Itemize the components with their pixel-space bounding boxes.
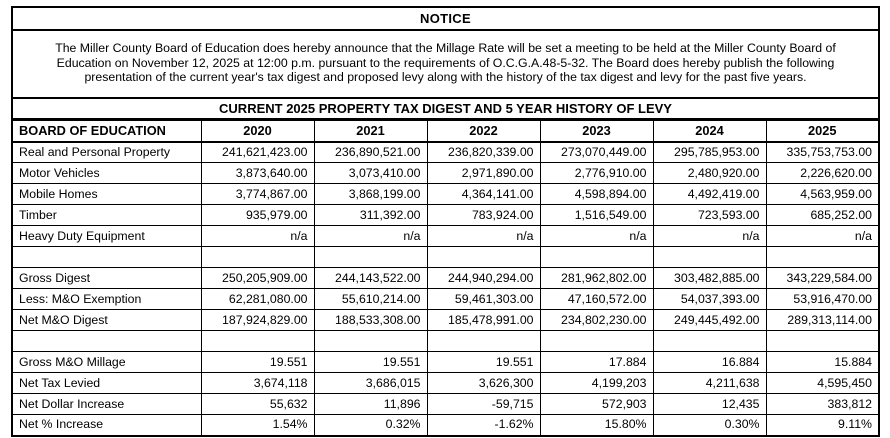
value-cell: 54,037,393.00: [653, 289, 766, 310]
value-cell: 15.884: [766, 352, 879, 373]
value-cell: 187,924,829.00: [201, 310, 314, 331]
value-cell: [427, 247, 540, 268]
spacer-row: [12, 247, 879, 268]
table-row: [12, 226, 879, 247]
value-cell: 15.80%: [540, 415, 653, 436]
table-title-band: [11, 99, 880, 120]
row-label-cell: Heavy Duty Equipment: [12, 226, 201, 247]
value-cell: 244,940,294.00: [427, 268, 540, 289]
row-label-cell: [12, 331, 201, 352]
row-label-cell: Real and Personal Property: [12, 142, 201, 163]
value-cell: 47,160,572.00: [540, 289, 653, 310]
value-cell: 17.884: [540, 352, 653, 373]
notice-title: NOTICE: [420, 11, 471, 26]
row-label-cell: [12, 247, 201, 268]
value-cell: 0.30%: [653, 415, 766, 436]
value-cell: 9.11%: [766, 415, 879, 436]
value-cell: [766, 331, 879, 352]
value-cell: [540, 331, 653, 352]
value-cell: 16.884: [653, 352, 766, 373]
table-row: [12, 268, 879, 289]
row-label-cell: Mobile Homes: [12, 184, 201, 205]
value-cell: n/a: [427, 226, 540, 247]
value-cell: [653, 247, 766, 268]
value-cell: 250,205,909.00: [201, 268, 314, 289]
table-row: [12, 394, 879, 415]
value-cell: [201, 331, 314, 352]
value-cell: 249,445,492.00: [653, 310, 766, 331]
notice-document: [11, 6, 880, 437]
value-cell: 3,873,640.00: [201, 163, 314, 184]
value-cell: 62,281,080.00: [201, 289, 314, 310]
value-cell: 11,896: [314, 394, 427, 415]
value-cell: -1.62%: [427, 415, 540, 436]
table-title: CURRENT 2025 PROPERTY TAX DIGEST AND 5 YEAR HISTORY OF LEVY: [219, 101, 672, 116]
value-cell: 3,774,867.00: [201, 184, 314, 205]
value-cell: [427, 331, 540, 352]
value-cell: 55,632: [201, 394, 314, 415]
value-cell: 723,593.00: [653, 205, 766, 226]
value-cell: 12,435: [653, 394, 766, 415]
header-year-2020: 2020: [201, 121, 314, 142]
table-row: [12, 289, 879, 310]
value-cell: 4,211,638: [653, 373, 766, 394]
value-cell: n/a: [314, 226, 427, 247]
value-cell: 4,563,959.00: [766, 184, 879, 205]
value-cell: 273,070,449.00: [540, 142, 653, 163]
tax-digest-table: [11, 120, 880, 437]
table-header-row: [12, 121, 879, 142]
header-year-2021: 2021: [314, 121, 427, 142]
value-cell: [314, 247, 427, 268]
value-cell: 4,595,450: [766, 373, 879, 394]
value-cell: n/a: [201, 226, 314, 247]
header-year-2023: 2023: [540, 121, 653, 142]
value-cell: -59,715: [427, 394, 540, 415]
value-cell: 185,478,991.00: [427, 310, 540, 331]
header-board-of-education: BOARD OF EDUCATION: [12, 121, 201, 142]
table-row: [12, 415, 879, 436]
row-label-cell: Gross Digest: [12, 268, 201, 289]
value-cell: [314, 331, 427, 352]
value-cell: 3,626,300: [427, 373, 540, 394]
value-cell: 289,313,114.00: [766, 310, 879, 331]
value-cell: 19.551: [314, 352, 427, 373]
value-cell: 19.551: [201, 352, 314, 373]
value-cell: 335,753,753.00: [766, 142, 879, 163]
value-cell: 53,916,470.00: [766, 289, 879, 310]
table-row: [12, 310, 879, 331]
value-cell: 3,868,199.00: [314, 184, 427, 205]
value-cell: 59,461,303.00: [427, 289, 540, 310]
value-cell: 19.551: [427, 352, 540, 373]
value-cell: n/a: [766, 226, 879, 247]
value-cell: 1.54%: [201, 415, 314, 436]
announcement-text: The Miller County Board of Education does hereby announce that the Millage Rate will be set a meeting to be held at the Miller County Board of Education on November 12, 2025 at 12:00 p.m. pursuant to the requirements of O.C.G.A.48-5-32. The Board does hereby publish the following presentation of the current year's tax digest and proposed levy along with the history of the tax digest and levy for the past five years.: [55, 41, 836, 85]
value-cell: 0.32%: [314, 415, 427, 436]
value-cell: 3,073,410.00: [314, 163, 427, 184]
value-cell: 234,802,230.00: [540, 310, 653, 331]
value-cell: 572,903: [540, 394, 653, 415]
value-cell: 241,621,423.00: [201, 142, 314, 163]
table-row: [12, 352, 879, 373]
value-cell: [540, 247, 653, 268]
row-label-cell: Net M&O Digest: [12, 310, 201, 331]
value-cell: 383,812: [766, 394, 879, 415]
value-cell: 2,776,910.00: [540, 163, 653, 184]
value-cell: 281,962,802.00: [540, 268, 653, 289]
value-cell: [201, 247, 314, 268]
table-row: [12, 205, 879, 226]
value-cell: 4,492,419.00: [653, 184, 766, 205]
row-label-cell: Less: M&O Exemption: [12, 289, 201, 310]
header-year-2025: 2025: [766, 121, 879, 142]
value-cell: n/a: [540, 226, 653, 247]
spacer-row: [12, 331, 879, 352]
digest-table-body: [12, 142, 879, 436]
value-cell: 783,924.00: [427, 205, 540, 226]
notice-header-box: [11, 6, 880, 31]
value-cell: 2,971,890.00: [427, 163, 540, 184]
header-year-2024: 2024: [653, 121, 766, 142]
value-cell: 4,199,203: [540, 373, 653, 394]
value-cell: 343,229,584.00: [766, 268, 879, 289]
value-cell: 4,364,141.00: [427, 184, 540, 205]
value-cell: 4,598,894.00: [540, 184, 653, 205]
row-label-cell: Net Tax Levied: [12, 373, 201, 394]
value-cell: 303,482,885.00: [653, 268, 766, 289]
row-label-cell: Net % Increase: [12, 415, 201, 436]
value-cell: 685,252.00: [766, 205, 879, 226]
row-label-cell: Motor Vehicles: [12, 163, 201, 184]
value-cell: 2,226,620.00: [766, 163, 879, 184]
value-cell: n/a: [653, 226, 766, 247]
value-cell: 935,979.00: [201, 205, 314, 226]
table-row: [12, 184, 879, 205]
announcement-box: [11, 31, 880, 99]
table-row: [12, 373, 879, 394]
value-cell: 188,533,308.00: [314, 310, 427, 331]
row-label-cell: Timber: [12, 205, 201, 226]
row-label-cell: Net Dollar Increase: [12, 394, 201, 415]
value-cell: 1,516,549.00: [540, 205, 653, 226]
value-cell: [653, 331, 766, 352]
value-cell: 3,674,118: [201, 373, 314, 394]
header-year-2022: 2022: [427, 121, 540, 142]
value-cell: 236,890,521.00: [314, 142, 427, 163]
value-cell: [766, 247, 879, 268]
value-cell: 244,143,522.00: [314, 268, 427, 289]
value-cell: 311,392.00: [314, 205, 427, 226]
value-cell: 2,480,920.00: [653, 163, 766, 184]
table-row: [12, 142, 879, 163]
value-cell: 295,785,953.00: [653, 142, 766, 163]
value-cell: 3,686,015: [314, 373, 427, 394]
value-cell: 55,610,214.00: [314, 289, 427, 310]
table-row: [12, 163, 879, 184]
row-label-cell: Gross M&O Millage: [12, 352, 201, 373]
value-cell: 236,820,339.00: [427, 142, 540, 163]
